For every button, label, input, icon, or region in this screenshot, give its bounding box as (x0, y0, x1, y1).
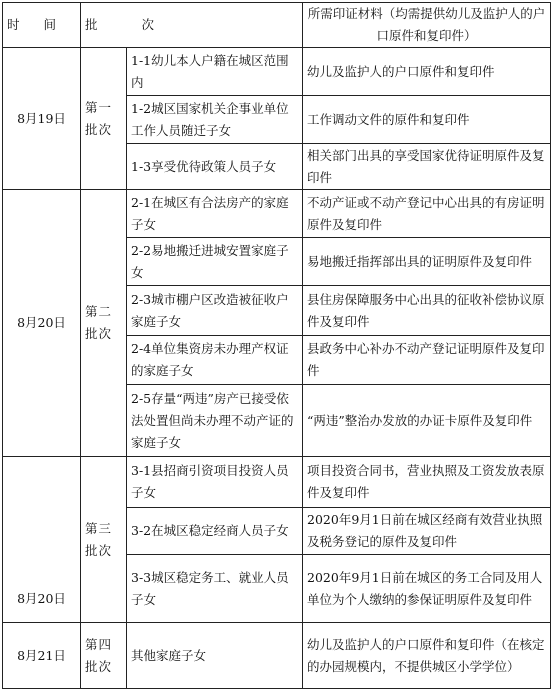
materials-cell: 相关部门出具的享受国家优待证明原件及复印件 (303, 144, 551, 190)
materials-cell: 幼儿及监护人的户口原件和复印件 (303, 48, 551, 96)
batch-cell: 第一批次 (81, 48, 127, 190)
materials-cell: 幼儿及监护人的户口原件和复印件（在核定的办园规模内，不提供城区小学学位） (303, 623, 551, 689)
category-cell: 1-1幼儿本人户籍在城区范围内 (127, 48, 303, 96)
category-cell: 1-3享受优待政策人员子女 (127, 144, 303, 190)
date-cell: 8月19日 (3, 48, 81, 190)
materials-cell: “两违”整治办发放的办证卡原件及复印件 (303, 385, 551, 457)
table-row (3, 623, 551, 689)
header-batch: 批 次 (81, 3, 303, 48)
header-time: 时 间 (3, 3, 81, 48)
category-cell: 2-1在城区有合法房产的家庭子女 (127, 190, 303, 238)
batch-cell: 第四批次 (81, 623, 127, 689)
materials-cell: 工作调动文件的原件和复印件 (303, 96, 551, 144)
category-cell: 其他家庭子女 (127, 623, 303, 689)
table-row (3, 190, 551, 238)
materials-cell: 2020年9月1日前在城区经商有效营业执照及税务登记的原件及复印件 (303, 508, 551, 555)
header-materials: 所需印证材料（均需提供幼儿及监护人的户口原件和复印件） (303, 3, 551, 48)
materials-cell: 易地搬迁指挥部出具的证明原件及复印件 (303, 238, 551, 286)
category-cell: 2-5存量“两违”房产已接受依法处置但尚未办理不动产证的家庭子女 (127, 385, 303, 457)
enrollment-schedule-table (2, 2, 551, 689)
materials-cell: 2020年9月1日前在城区的务工合同及用人单位为个人缴纳的参保证明原件及复印件 (303, 555, 551, 623)
category-cell: 3-2在城区稳定经商人员子女 (127, 508, 303, 555)
materials-cell: 县政务中心补办不动产登记证明原件及复印件 (303, 336, 551, 385)
batch-cell: 第三批次 (81, 457, 127, 623)
materials-cell: 项目投资合同书，营业执照及工资发放表原件及复印件 (303, 457, 551, 508)
table-row (3, 457, 551, 508)
category-cell: 1-2城区国家机关企事业单位工作人员随迁子女 (127, 96, 303, 144)
category-cell: 2-4单位集资房未办理产权证的家庭子女 (127, 336, 303, 385)
date-cell: 8月21日 (3, 623, 81, 689)
materials-cell: 不动产证或不动产登记中心出具的有房证明原件及复印件 (303, 190, 551, 238)
table-header-row (3, 3, 551, 48)
table-row (3, 48, 551, 96)
date-cell: 8月20日 (3, 190, 81, 457)
category-cell: 2-3城市棚户区改造被征收户家庭子女 (127, 286, 303, 336)
category-cell: 3-3城区稳定务工、就业人员子女 (127, 555, 303, 623)
category-cell: 2-2易地搬迁进城安置家庭子女 (127, 238, 303, 286)
batch-cell: 第二批次 (81, 190, 127, 457)
date-cell: 8月20日 (3, 457, 81, 623)
materials-cell: 县住房保障服务中心出具的征收补偿协议原件及复印件 (303, 286, 551, 336)
category-cell: 3-1县招商引资项目投资人员子女 (127, 457, 303, 508)
